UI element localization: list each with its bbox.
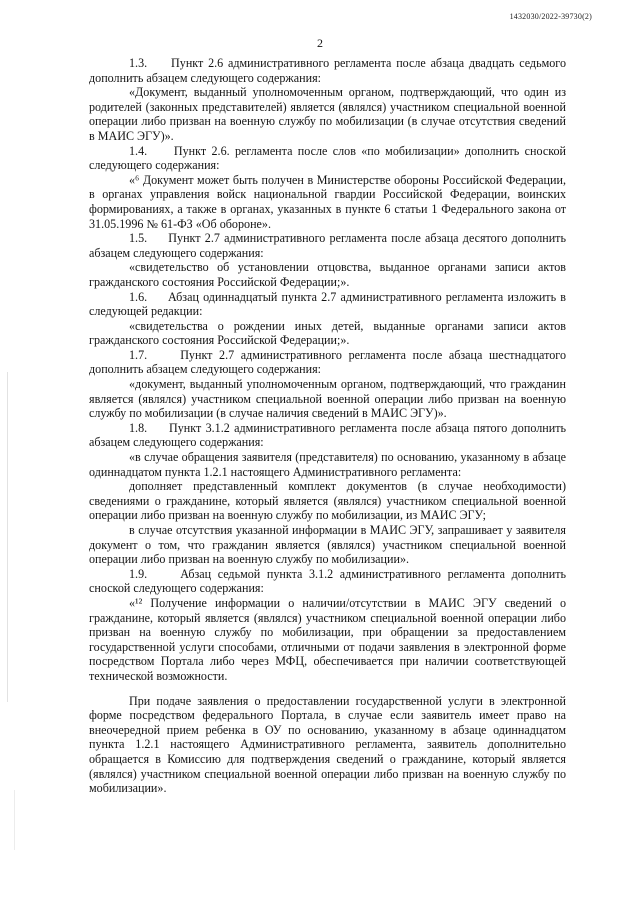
- paragraph-1-9: 1.9. Абзац седьмой пункта 3.1.2 административного регламента дополнить сноской следующего содержания:: [89, 566, 566, 596]
- paragraph-1-8-quote-b: дополняет представленный комплект документов (в случае необходимости) сведениями о гражданине, который является (являлся) участником специальной военной операции либо призван на военную службу по мобилизации, из МАИС ЭГУ;: [89, 479, 566, 523]
- document-body: [89, 56, 566, 796]
- paragraph-1-7-quote: «документ, выданный уполномоченным органом, подтверждающий, что гражданин является (являлся) участником специальной военной операции либо призван на военную службу по мобилизации (в случае наличия сведений в МАИС ЭГУ)».: [89, 377, 566, 421]
- paragraph-1-6-quote: «свидетельства о рождении иных детей, выданные органами записи актов гражданского состояния Российской Федерации;».: [89, 318, 566, 348]
- paragraph-1-4: 1.4. Пункт 2.6. регламента после слов «по мобилизации» дополнить сноской следующего содержания:: [89, 143, 566, 173]
- document-number: 1432030/2022-39730(2): [509, 12, 592, 21]
- paragraph-1-4-footnote: «⁶ Документ может быть получен в Министерстве обороны Российской Федерации, в органах управления войск национальной гвардии Российской Федерации, воинских формированиях, а также в органах, указанных в пункте 6 статьи 1 Федерального закона от 31.05.1996 № 61-ФЗ «Об обороне».: [89, 172, 566, 231]
- paragraph-1-6: 1.6. Абзац одиннадцатый пункта 2.7 административного регламента изложить в следующей редакции:: [89, 289, 566, 319]
- paragraph-1-9-footnote: «¹² Получение информации о наличии/отсутствии в МАИС ЭГУ сведений о гражданине, который является (являлся) участником специальной военной операции либо призван на военную службу по мобилизации, при обращении за предоставлением государственной услуги способами, отличными от подачи заявления в электронной форме посредством Портала либо через МФЦ, обеспечивается при наличии соответствующей технической возможности.: [89, 595, 566, 683]
- scan-edge-line: [7, 372, 8, 702]
- page-number: 2: [317, 36, 323, 50]
- paragraph-1-5: 1.5. Пункт 2.7 административного регламента после абзаца десятого дополнить абзацем следующего содержания:: [89, 231, 566, 260]
- paragraph-1-8-quote-a: «в случае обращения заявителя (представителя) по основанию, указанному в абзаце одиннадцатом пункта 1.2.1 настоящего Административного регламента:: [89, 450, 566, 479]
- paragraph-1-3-quote: «Документ, выданный уполномоченным органом, подтверждающий, что один из родителей (законных представителей) является (являлся) участником специальной военной операции либо призван на военную службу по мобилизации (в случае отсутствия сведений в МАИС ЭГУ)».: [89, 85, 566, 143]
- paragraph-1-3: 1.3. Пункт 2.6 административного регламента после абзаца двадцать седьмого дополнить абзацем следующего содержания:: [89, 56, 566, 85]
- paragraph-1-8: 1.8. Пункт 3.1.2 административного регламента после абзаца пятого дополнить абзацем следующего содержания:: [89, 420, 566, 450]
- paragraph-1-5-quote: «свидетельство об установлении отцовства, выданное органами записи актов гражданского состояния Российской Федерации;».: [89, 260, 566, 289]
- paragraph-1-7: 1.7. Пункт 2.7 административного регламента после абзаца шестнадцатого дополнить абзацем следующего содержания:: [89, 347, 566, 377]
- scan-edge-line: [14, 790, 15, 850]
- paragraph-portal-submission: При подаче заявления о предоставлении государственной услуги в электронной форме посредством федерального Портала, в случае если заявитель имеет право на внеочередной прием ребенка в ОУ по основанию, указанному в абзаце одиннадцатом пункта 1.2.1 настоящего Административного регламента, заявитель дополнительно обращается в Комиссию для подтверждения сведений о гражданине, который является (являлся) участником специальной военной операции либо призван на военную службу по мобилизации».: [89, 693, 566, 796]
- paragraph-1-8-quote-c: в случае отсутствия указанной информации в МАИС ЭГУ, запрашивает у заявителя документ о том, что гражданин является (являлся) участником специальной военной операции либо призван на военную службу по мобилизации».: [89, 523, 566, 567]
